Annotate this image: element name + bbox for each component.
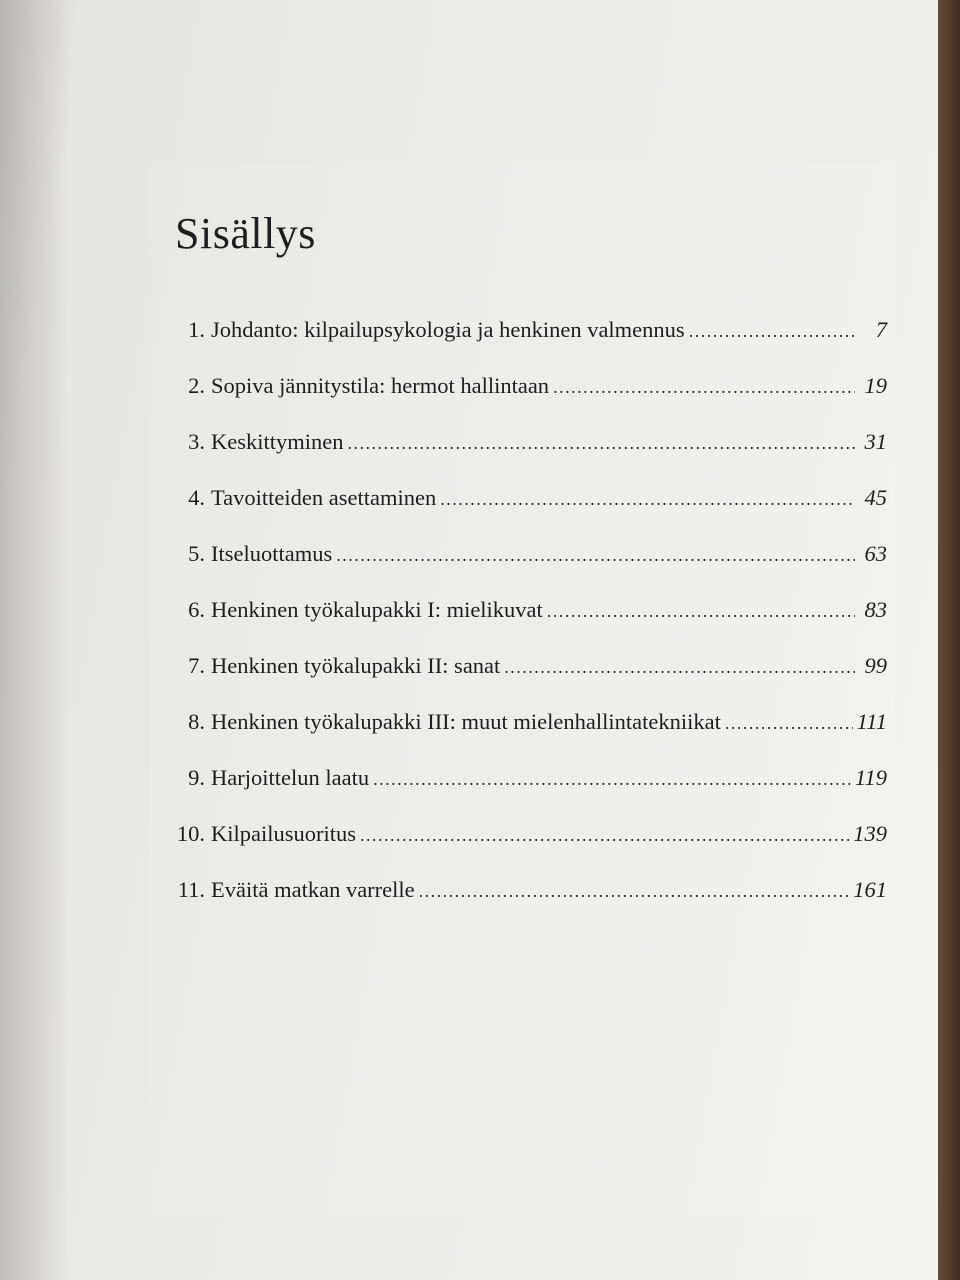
toc-entry <box>175 868 887 924</box>
toc-entry <box>175 756 887 812</box>
toc-entry <box>175 588 887 644</box>
toc-dot-leader <box>504 645 855 689</box>
toc-entry-page: 45 <box>864 485 887 510</box>
toc-dot-leader <box>553 365 855 409</box>
toc-entry-title: Eväitä matkan varrelle <box>211 877 415 902</box>
toc-title: Sisällys <box>175 209 316 258</box>
toc-entry-page: 119 <box>854 765 887 790</box>
toc-entry <box>175 420 887 476</box>
toc-entry-page: 19 <box>864 373 887 398</box>
toc-entry-page: 63 <box>864 541 887 566</box>
toc-entry-title: Tavoitteiden asettaminen <box>211 485 437 510</box>
toc-entry-page: 99 <box>864 653 887 678</box>
toc-entry-page: 161 <box>853 877 887 902</box>
toc-dot-leader <box>347 421 855 465</box>
toc-entry-number: 5. <box>188 541 205 566</box>
toc-entry-title: Harjoittelun laatu <box>211 765 370 790</box>
toc-entry-page: 139 <box>853 821 887 846</box>
toc-dot-leader <box>360 813 849 857</box>
toc-entry-number: 8. <box>188 709 205 734</box>
toc-entry <box>175 644 887 700</box>
toc-entry-title: Johdanto: kilpailupsykologia ja henkinen valmennus <box>211 317 685 342</box>
toc-entry <box>175 364 887 420</box>
toc-entry-title: Keskittyminen <box>211 429 344 454</box>
toc-dot-leader <box>419 869 850 913</box>
toc-dot-leader <box>373 757 851 801</box>
toc-entry-number: 2. <box>188 373 205 398</box>
toc-entry-page: 31 <box>864 429 887 454</box>
toc-entry-number: 3. <box>188 429 205 454</box>
toc-entry-number: 11. <box>177 877 205 902</box>
toc-entry-number: 10. <box>176 821 205 846</box>
toc-dot-leader <box>440 477 855 521</box>
toc-entry-page: 83 <box>864 597 887 622</box>
toc-entry-number: 7. <box>188 653 205 678</box>
toc-list <box>175 308 887 924</box>
toc-entry-number: 4. <box>188 485 205 510</box>
toc-dot-leader <box>689 309 855 353</box>
toc-entry-number: 9. <box>188 765 205 790</box>
toc-entry <box>175 812 887 868</box>
toc-entry-number: 1. <box>188 317 205 342</box>
toc-entry-title: Henkinen työkalupakki I: mielikuvat <box>211 597 543 622</box>
toc-entry <box>175 476 887 532</box>
toc-dot-leader <box>725 701 853 745</box>
toc-entry-title: Henkinen työkalupakki II: sanat <box>211 653 501 678</box>
toc-entry <box>175 532 887 588</box>
toc-dot-leader <box>336 533 855 577</box>
toc-entry-page: 7 <box>875 317 887 342</box>
toc-entry <box>175 700 887 756</box>
toc-entry-page: 111 <box>856 709 887 734</box>
toc-entry-number: 6. <box>188 597 205 622</box>
toc-entry-title: Itseluottamus <box>211 541 333 566</box>
toc-entry-title: Henkinen työkalupakki III: muut mielenhallintatekniikat <box>211 709 721 734</box>
toc-entry-title: Sopiva jännitystila: hermot hallintaan <box>211 373 550 398</box>
toc-entry <box>175 308 887 364</box>
toc-dot-leader <box>547 589 855 633</box>
toc-entry-title: Kilpailusuoritus <box>211 821 356 846</box>
